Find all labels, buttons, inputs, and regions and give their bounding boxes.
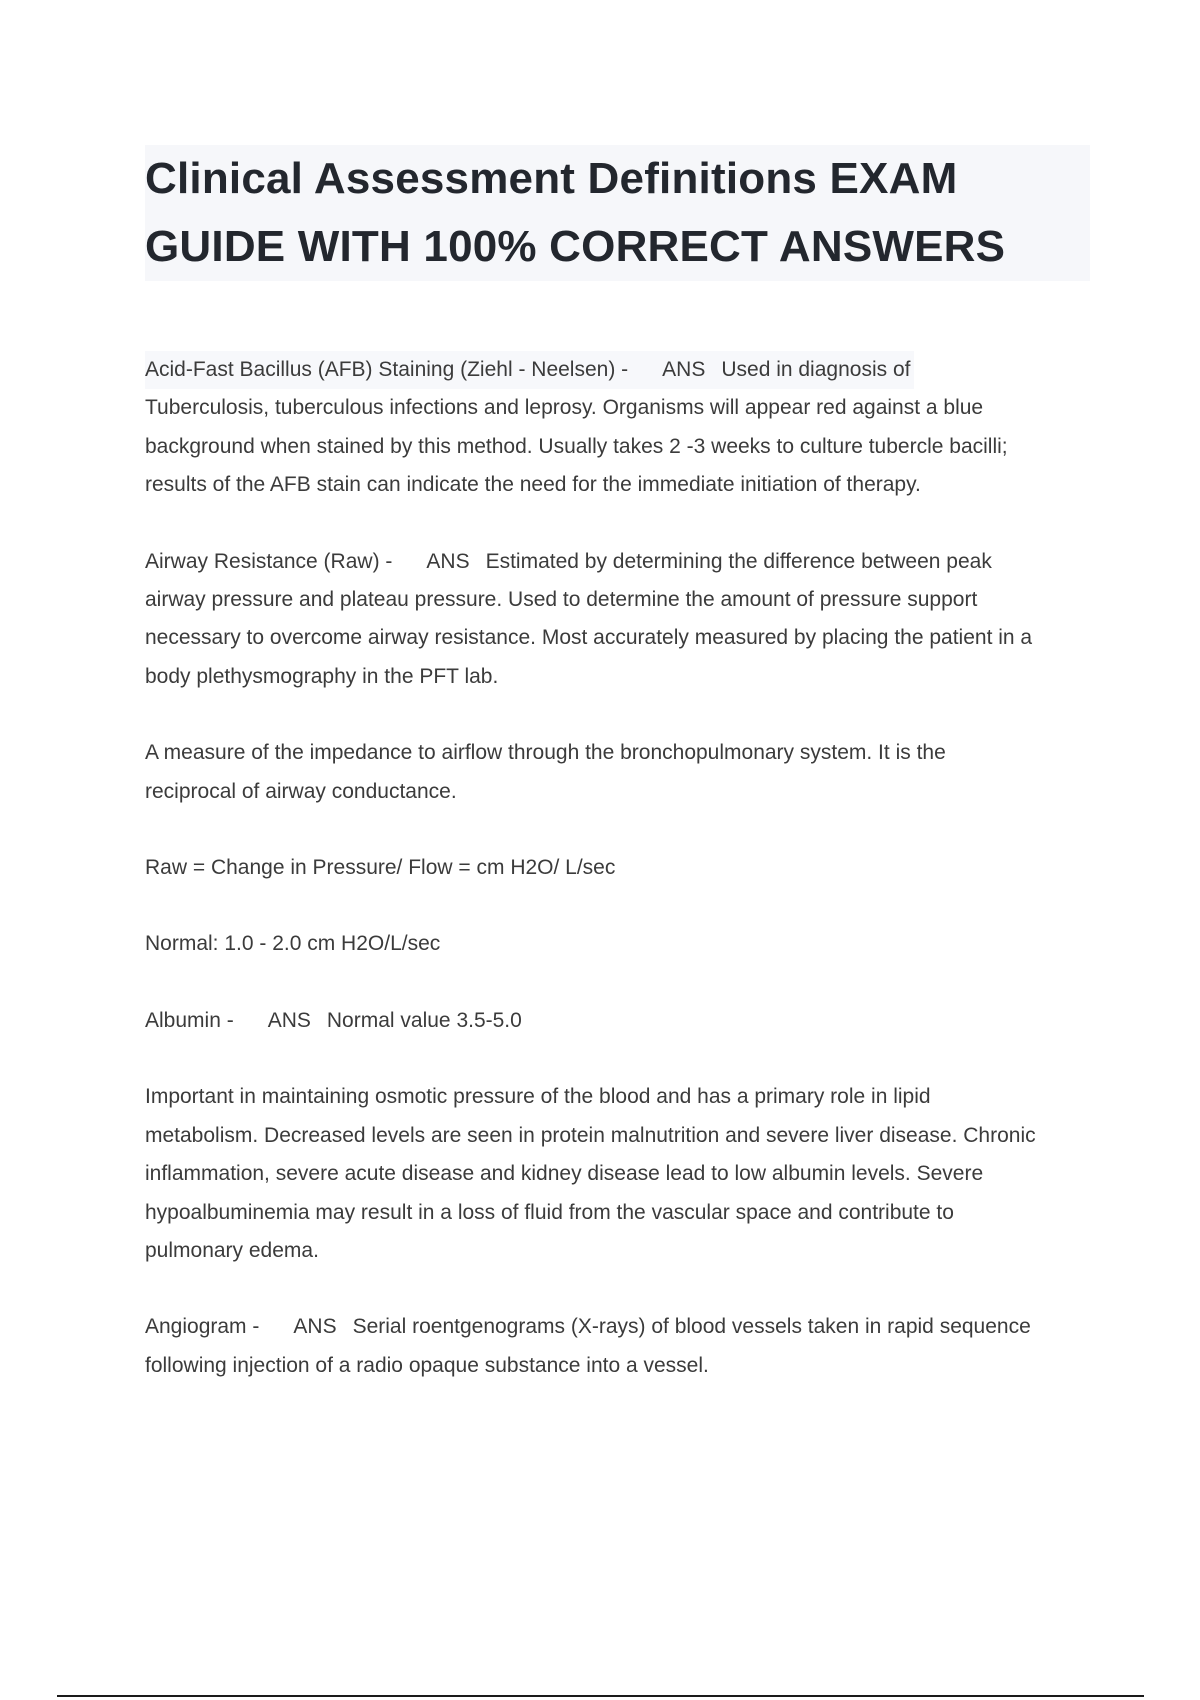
entry-text-line: airway pressure and plateau pressure. Used to determine the amount of pressure support [145,588,978,612]
entry-text-line: Tuberculosis, tuberculous infections and leprosy. Organisms will appear red against a blue [145,396,984,420]
entry-text-line: results of the AFB stain can indicate the need for the immediate initiation of therapy. [145,473,921,497]
entry-text-line: background when stained by this method. Usually takes 2 -3 weeks to culture tubercle bacilli; [145,434,1008,458]
entry-term: Albumin - [145,1008,234,1032]
entry-albumin-detail [145,1078,1090,1270]
ans-label: ANS [426,549,470,573]
ans-label: ANS [267,1008,311,1032]
entry-text-line: Normal: 1.0 - 2.0 cm H2O/L/sec [145,932,441,956]
entry-first-line [145,543,1090,581]
title-block [145,145,1090,281]
entry-angiogram [145,1308,1090,1385]
entry-term: Acid-Fast Bacillus (AFB) Staining (Ziehl - Neelsen) - [145,358,629,381]
entry-raw-formula [145,849,1090,887]
entry-text-line: necessary to overcome airway resistance. Most accurately measured by placing the patient in a [145,626,1033,650]
entry-airway-resistance-measure [145,734,1090,811]
document-body [145,351,1090,1423]
entry-albumin [145,1002,1090,1040]
entry-text-line: metabolism. Decreased levels are seen in protein malnutrition and severe liver disease. Chronic [145,1123,1036,1147]
entry-first-line [145,1002,1090,1040]
entry-term: Airway Resistance (Raw) - [145,549,393,573]
entry-text: Normal value 3.5-5.0 [326,1008,522,1032]
entry-text-line: body plethysmography in the PFT lab. [145,664,499,688]
entry-airway-resistance [145,543,1090,697]
entry-text-line: inflammation, severe acute disease and kidney disease lead to low albumin levels. Severe [145,1162,984,1186]
entry-text-line: following injection of a radio opaque substance into a vessel. [145,1353,709,1377]
entry-text-line: hypoalbuminemia may result in a loss of fluid from the vascular space and contribute to [145,1200,954,1224]
entry-text-line: A measure of the impedance to airflow through the bronchopulmonary system. It is the [145,741,946,765]
entry-first-line [145,1308,1090,1346]
entry-first-line [145,351,914,389]
entry-afb [145,351,1090,505]
ans-label: ANS [293,1315,337,1339]
document-title [145,145,1005,281]
entry-text: Used in diagnosis of [721,358,911,381]
entry-term: Angiogram - [145,1315,260,1339]
title-line: Clinical Assessment Definitions EXAM [145,154,958,203]
entry-text: Estimated by determining the difference between peak [485,549,992,573]
entry-text: Serial roentgenograms (X-rays) of blood vessels taken in rapid sequence [352,1315,1031,1339]
entry-text-line: Raw = Change in Pressure/ Flow = cm H2O/ L/sec [145,856,616,880]
entry-raw-normal [145,925,1090,963]
ans-label: ANS [662,358,706,381]
footer-divider [57,1695,1144,1697]
entry-text-line: reciprocal of airway conductance. [145,779,457,803]
entry-text-line: Important in maintaining osmotic pressure of the blood and has a primary role in lipid [145,1085,931,1109]
title-line: GUIDE WITH 100% CORRECT ANSWERS [145,222,1006,271]
entry-text-line: pulmonary edema. [145,1238,319,1262]
